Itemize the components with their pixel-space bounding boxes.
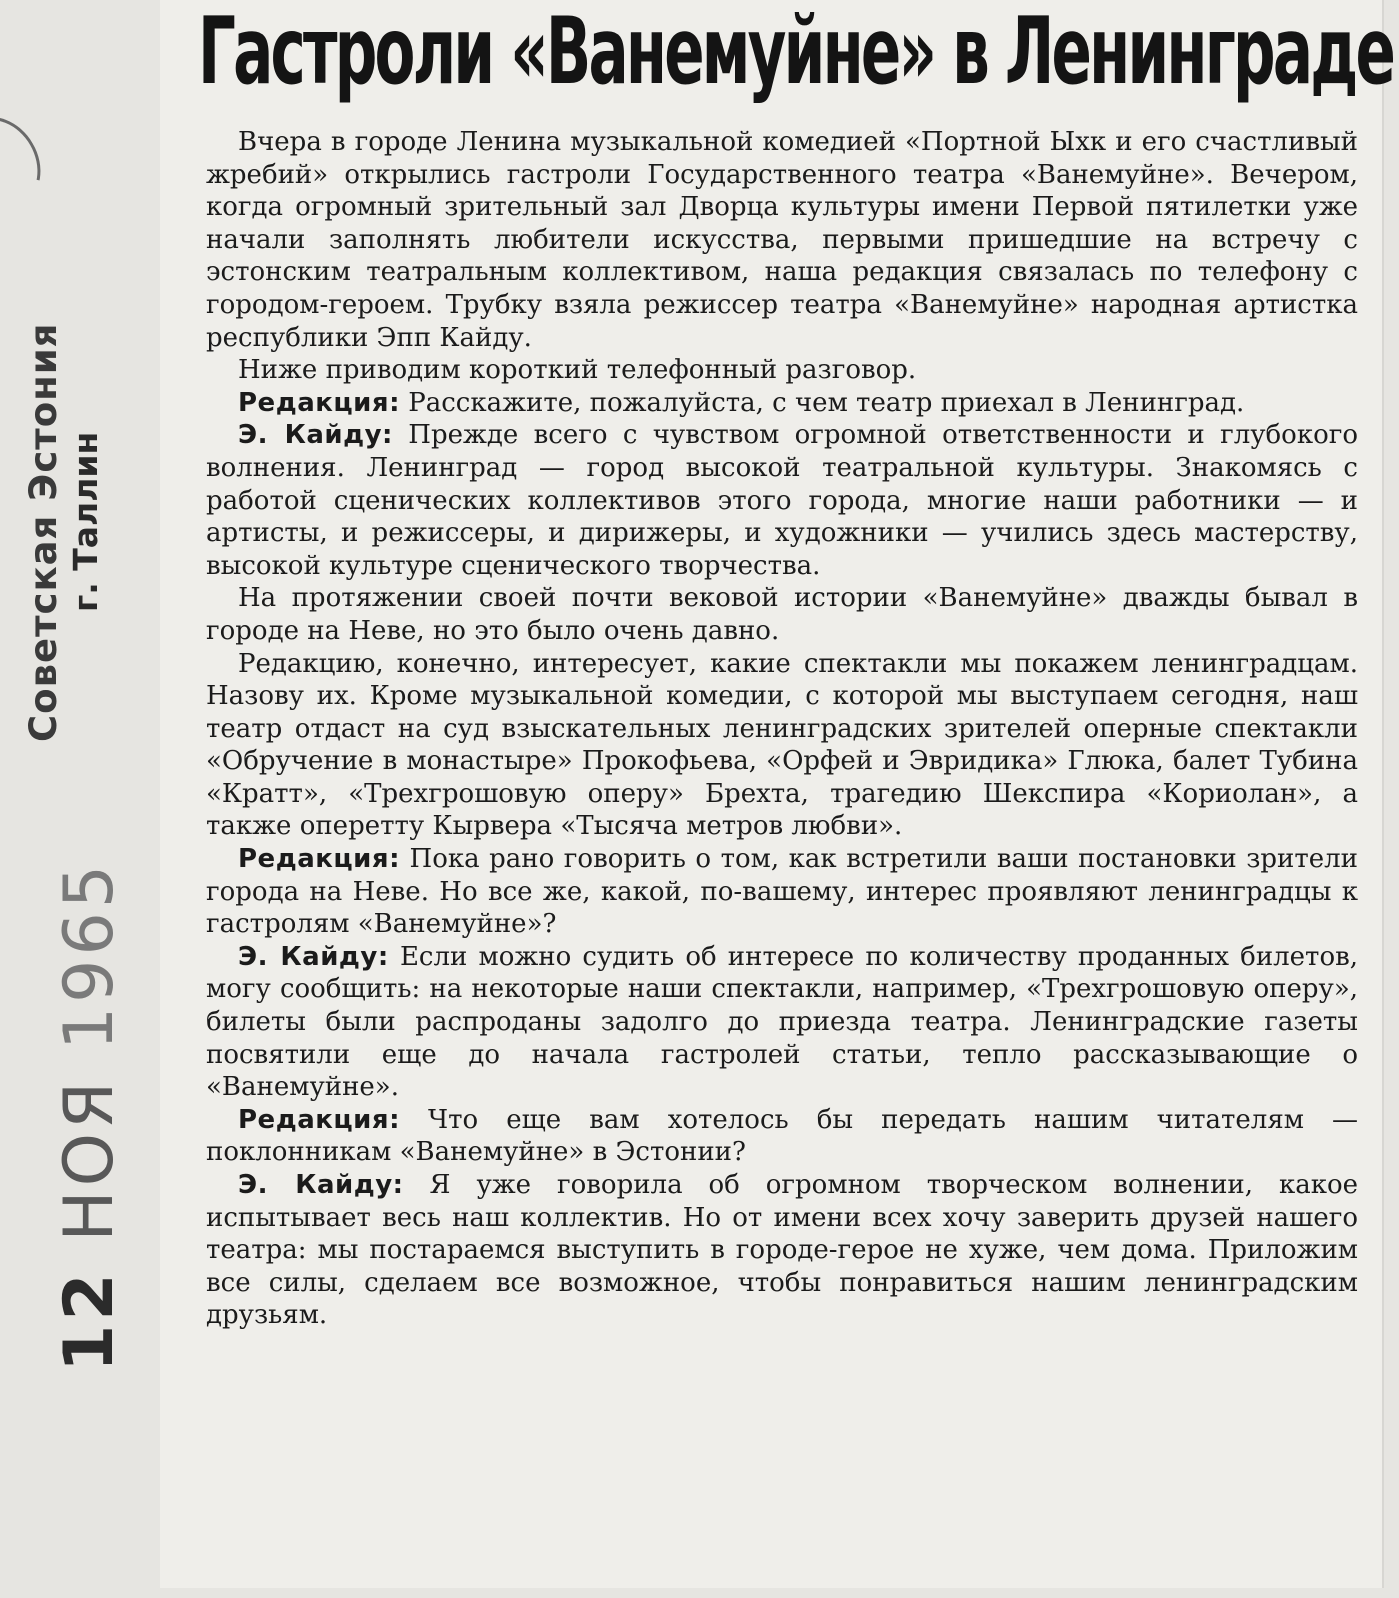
speaker-label: Э. Кайду: bbox=[238, 420, 393, 451]
paragraph bbox=[206, 1104, 1358, 1169]
source-stamp bbox=[22, 323, 106, 742]
paragraph bbox=[206, 387, 1358, 420]
paragraph bbox=[206, 354, 1358, 387]
speaker-label: Э. Кайду: bbox=[238, 941, 389, 972]
paragraph bbox=[206, 582, 1358, 647]
newspaper-city: г. Таллин bbox=[66, 431, 105, 612]
paragraph-text: На протяжении своей почти вековой истории «Ванемуйне» дважды бывал в городе на Неве, но это было очень давно. bbox=[206, 583, 1358, 646]
article-body bbox=[206, 126, 1358, 1332]
date-stamp bbox=[50, 861, 129, 1372]
speaker-label: Редакция: bbox=[238, 1104, 400, 1135]
paragraph-text: Ниже приводим короткий телефонный разговор. bbox=[238, 355, 917, 386]
paragraph bbox=[206, 126, 1358, 354]
paragraph bbox=[206, 419, 1358, 582]
pen-mark bbox=[0, 102, 57, 224]
date-month: НОЯ bbox=[50, 1077, 129, 1242]
paragraph bbox=[206, 941, 1358, 1104]
paragraph bbox=[206, 843, 1358, 941]
paragraph-text: Пока рано говорить о том, как встретили ваши постановки зрители города на Неве. Но все же, какой, по-вашему, интерес проявляют ленинградцы к гастролям «Ванемуйне»? bbox=[206, 844, 1359, 940]
paragraph-text: Прежде всего с чувством огромной ответственности и глубокого волнения. Ленинград — город высокой театральной культуры. Знакомясь с работой сценических коллективов этого города, многие наши работники — и артисты, и режиссеры, и дирижеры, и художники — учились здесь мастерству, высокой культуре сценического творчества. bbox=[206, 420, 1358, 581]
paragraph-text: Вчера в городе Ленина музыкальной комедией «Портной Ыхк и его счастливый жребий» открылись гастроли Государственного театра «Ванемуйне». Вечером, когда огромный зрительный зал Дворца культуры имени Первой пятилетки уже начали заполнять любители искусства, первыми пришедшие на встречу с эстонским театральным коллективом, наша редакция связалась по телефону с городом-героем. Трубку взяла режиссер театра «Ванемуйне» народная артистка республики Эпп Кайду. bbox=[206, 127, 1358, 353]
paragraph-text: Расскажите, пожалуйста, с чем театр приехал в Ленинград. bbox=[408, 387, 1245, 418]
paragraph-text: Редакцию, конечно, интересует, какие спектакли мы покажем ленинградцам. Назову их. Кроме музыкальной комедии, с которой мы выступаем сегодня, наш театр отдаст на суд взыскательных ленинградских зрителей оперные спектакли «Обручение в монастыре» Прокофьева, «Орфей и Эвридика» Глюка, балет Тубина «Кратт», «Трехгрошовую оперу» Брехта, трагедию Шекспира «Кориолан», а также оперетту Кырвера «Тысяча метров любви». bbox=[206, 648, 1358, 842]
speaker-label: Редакция: bbox=[238, 844, 400, 875]
paragraph-text: Что еще вам хотелось бы передать нашим читателям — поклонникам «Ванемуйне» в Эстонии? bbox=[206, 1104, 1359, 1168]
paragraph bbox=[206, 648, 1358, 844]
speaker-label: Редакция: bbox=[238, 387, 400, 418]
date-year: 1965 bbox=[50, 861, 129, 1051]
date-day: 12 bbox=[50, 1269, 129, 1372]
paragraph bbox=[206, 1169, 1358, 1332]
headline: Гастроли «Ванемуйне» в Ленинграде bbox=[198, 0, 1394, 107]
speaker-label: Э. Кайду: bbox=[238, 1170, 404, 1200]
paragraph-text: Если можно судить об интересе по количеству проданных билетов, могу сообщить: на некоторые наши спектакли, например, «Трехгрошовую оперу», билеты были распроданы задолго до приезда театра. Ленинградские газеты посвятили еще до начала гастролей статьи, тепло рассказывающие о «Ванемуйне». bbox=[206, 941, 1358, 1103]
paragraph-text: Я уже говорила об огромном творческом волнении, какое испытывает весь наш коллектив. Но от имени всех хочу заверить друзей нашего театра: мы постараемся выступить в городе-герое не хуже, чем дома. Приложим все силы, сделаем все возможное, чтобы понравиться нашим ленинградским друзьям. bbox=[206, 1170, 1359, 1331]
newspaper-name: Советская Эстония bbox=[22, 322, 65, 742]
